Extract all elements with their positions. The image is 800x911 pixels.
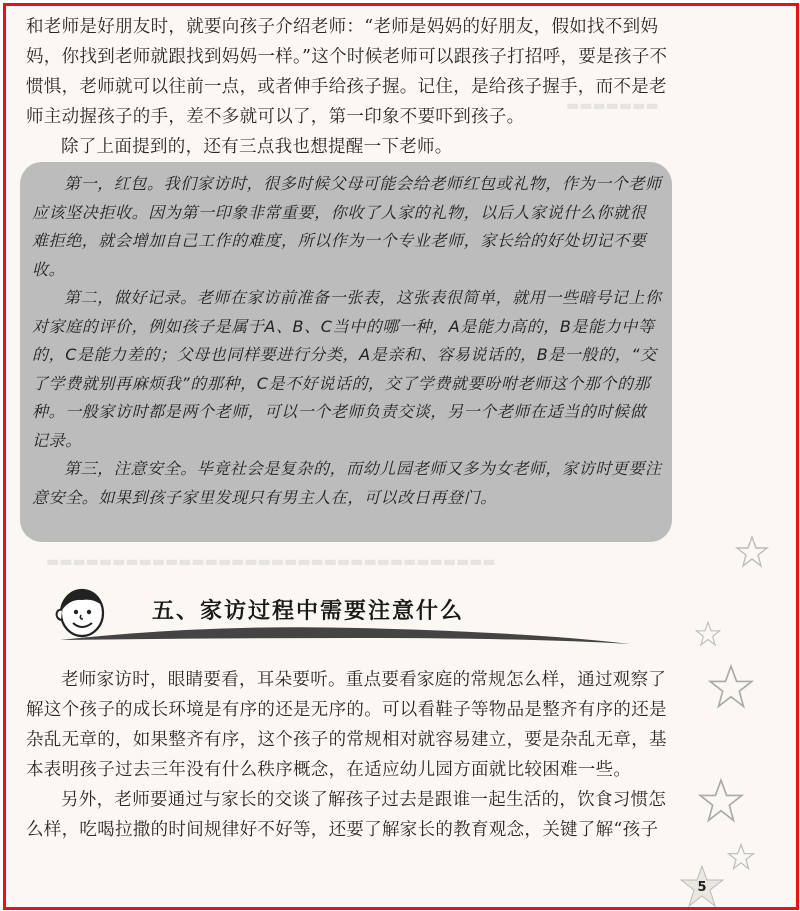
top-paragraph: 和老师是好朋友时，就要向孩子介绍老师：“老师是妈妈的好朋友，假如找不到妈妈，你找到老师就跟找到妈妈一样。”这个时候老师可以跟孩子打招呼，要是孩子不惯惧，老师就可以往前一点，或者伸手给孩子握。记住，是给孩子握手，而不是老师主动握孩子的手，差不多就可以了，第一印象不要吓到孩子。: [26, 17, 668, 127]
section-title: 五、家访过程中需要注意什么: [152, 599, 465, 624]
callout-point-3: 第三，注意安全。毕竟社会是复杂的，而幼儿园老师又多为女老师，家访时更要注意安全。如果到孩子家里发现只有男主人在，可以改日再登门。: [32, 459, 662, 507]
bleed-through-text: ▬▬▬▬▬▬▬▬▬▬▬▬▬▬▬▬▬▬▬▬▬▬▬▬▬▬▬▬▬▬▬▬▬▬: [46, 554, 496, 570]
intro-paragraph: 除了上面提到的，还有三点我也想提醒一下老师。: [61, 137, 453, 157]
callout-point-2: 第二，做好记录。老师在家访前准备一张表，这张表很简单，就用一些暗号记上你对家庭的评价，例如孩子是属于A、B、C当中的哪一种，A是能力高的，B是能力中等的，C是能力差的；父母也同样要进行分类，A是亲和、容易说话的，B是一般的，“交了学费就别再麻烦我”的那种，C是不好说话的，交了学费就要吩咐老师这个那个的那种。一般家访时都是两个老师，可以一个老师负责交谈，另一个老师在适当的时候做记录。: [32, 288, 662, 450]
body-paragraph-2: 另外，老师要通过与家长的交谈了解孩子过去是跟谁一起生活的，饮食习惯怎么样，吃喝拉撒的时间规律好不好等，还要了解家长的教育观念，关键了解“孩子: [26, 790, 667, 840]
flower-icon: [734, 534, 770, 570]
body-paragraph-1: 老师家访时，眼睛要看，耳朵要听。重点要看家庭的常规怎么样，通过观察了解这个孩子的成长环境是有序的还是无序的。可以看鞋子等物品是整齐有序的还是杂乱无章的，如果整齐有序，这个孩子的常规相对就容易建立，要是杂乱无章，基本表明孩子过去三年没有什么秩序概念，在适应幼儿园方面就比较困难一些。: [26, 670, 667, 780]
bleed-through-text: ▬▬▬▬▬▬▬: [566, 98, 659, 114]
callout-box: [20, 162, 672, 542]
flower-icon: [726, 842, 756, 872]
callout-point-1: 第一，红包。我们家访时，很多时候父母可能会给老师红包或礼物，作为一个老师应该坚决拒收。因为第一印象非常重要，你收了人家的礼物，以后人家说什么你就很难拒绝，就会增加自己工作的难度，所以作为一个专业老师，家长给的好处切记不要收。: [32, 174, 662, 279]
flower-icon: [706, 662, 756, 712]
page-frame: [3, 3, 799, 910]
title-underline-swoosh: [58, 620, 638, 660]
page-number: 5: [697, 880, 707, 895]
flower-icon: [694, 620, 722, 648]
flower-icon: [696, 776, 746, 826]
